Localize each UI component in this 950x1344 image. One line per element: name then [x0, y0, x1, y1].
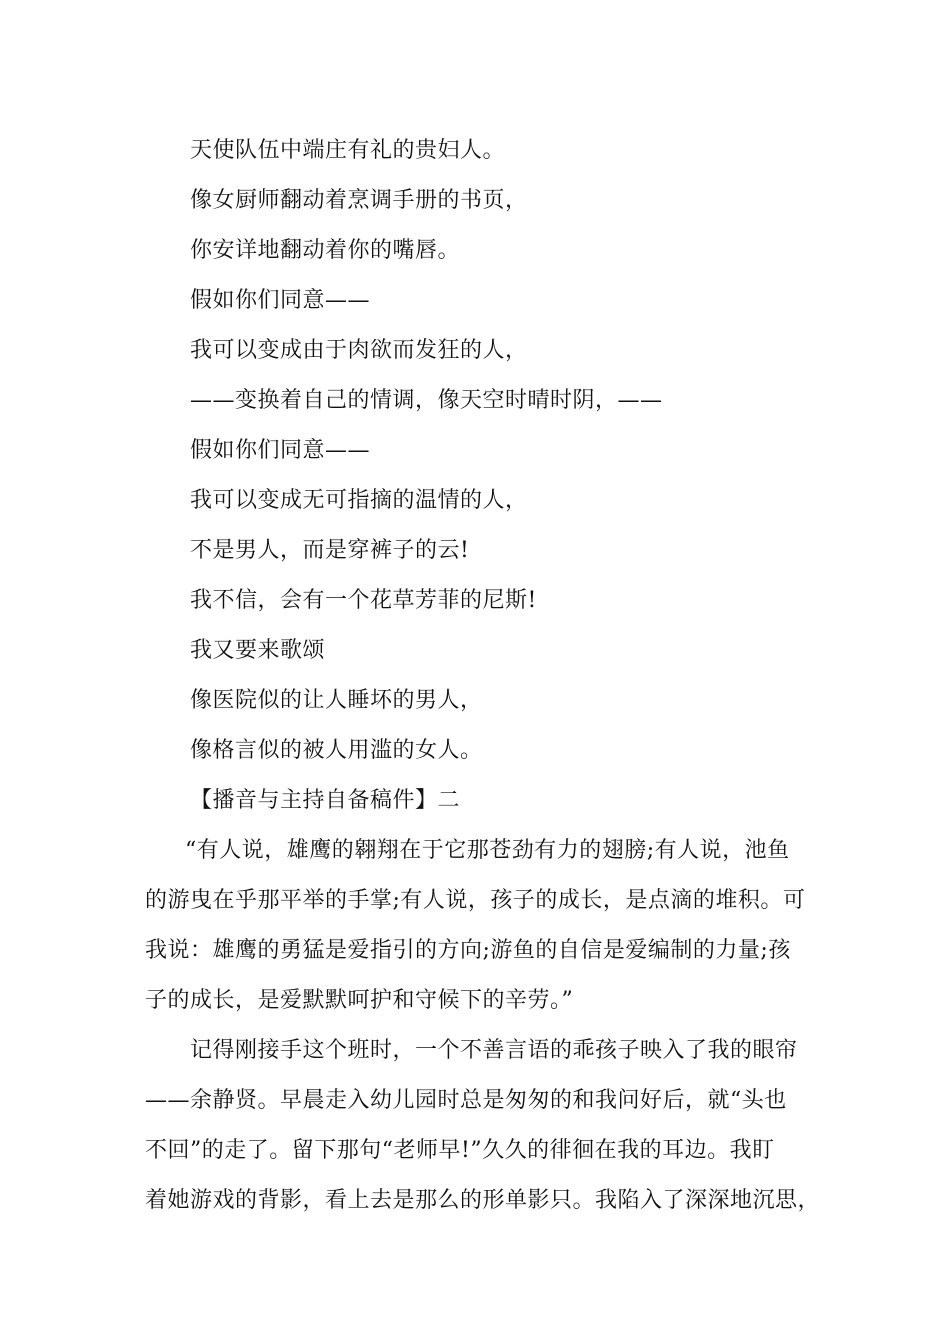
- quote-paragraph-line: 我说：雄鹰的勇猛是爱指引的方向;游鱼的自信是爱编制的力量;孩: [145, 938, 791, 963]
- story-paragraph-line: 不回”的走了。留下那句“老师早!”久久的徘徊在我的耳边。我盯: [145, 1138, 775, 1163]
- poem-line: 假如你们同意——: [190, 288, 371, 313]
- quote-paragraph-line: “有人说，雄鹰的翱翔在于它那苍劲有力的翅膀;有人说，池鱼: [185, 838, 790, 863]
- poem-line: 像女厨师翻动着烹调手册的书页，: [190, 188, 528, 213]
- story-paragraph-line: 着她游戏的背影，看上去是那么的形单影只。我陷入了深深地沉思，: [145, 1188, 821, 1213]
- poem-line: 天使队伍中端庄有礼的贵妇人。: [190, 138, 506, 163]
- poem-line: 假如你们同意——: [190, 438, 371, 463]
- poem-line: 像医院似的让人睡坏的男人，: [190, 688, 483, 713]
- poem-line: 我不信，会有一个花草芳菲的尼斯!: [190, 588, 537, 613]
- poem-line: 我可以变成由于肉欲而发狂的人，: [190, 338, 528, 363]
- poem-line: ——变换着自己的情调，像天空时晴时阴，——: [190, 388, 663, 413]
- poem-line: 像格言似的被人用滥的女人。: [190, 738, 483, 763]
- poem-line: 不是男人，而是穿裤子的云!: [190, 538, 470, 563]
- quote-paragraph-line: 的游曳在乎那平举的手掌;有人说，孩子的成长，是点滴的堆积。可: [145, 888, 806, 913]
- quote-paragraph-line: 子的成长，是爱默默呵护和守候下的辛劳。”: [145, 988, 574, 1013]
- story-paragraph-line: ——余静贤。早晨走入幼儿园时总是匆匆的和我问好后，就“头也: [145, 1088, 787, 1113]
- poem-line: 我可以变成无可指摘的温情的人，: [190, 488, 528, 513]
- story-paragraph-line: 记得刚接手这个班时，一个不善言语的乖孩子映入了我的眼帘: [190, 1038, 798, 1063]
- section-heading: 【播音与主持自备稿件】二: [190, 788, 461, 813]
- poem-line: 你安详地翻动着你的嘴唇。: [190, 238, 461, 263]
- poem-line: 我又要来歌颂: [190, 638, 326, 663]
